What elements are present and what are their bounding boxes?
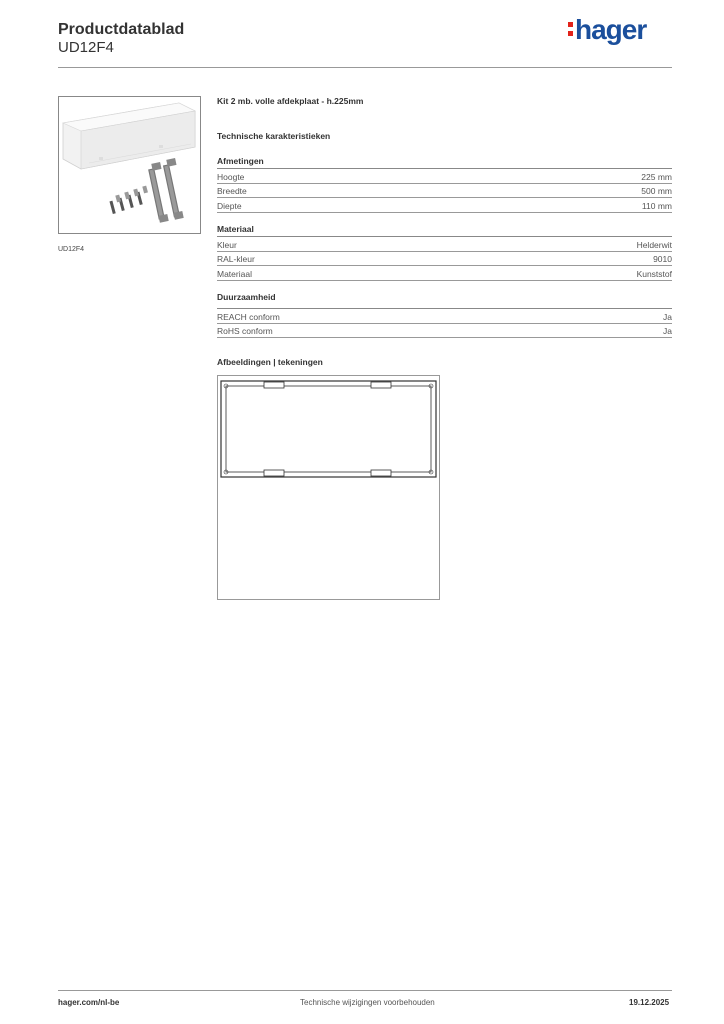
logo-dots-icon xyxy=(568,19,574,39)
spec-label: RoHS conform xyxy=(217,326,273,336)
spec-row xyxy=(217,309,672,324)
spec-label: Kleur xyxy=(217,239,237,250)
spec-row xyxy=(217,198,672,213)
page-title: Productdatablad xyxy=(58,21,185,38)
group-title: Duurzaamheid xyxy=(217,292,276,302)
footer-disclaimer: Technische wijzigingen voorbehouden xyxy=(300,998,435,1007)
group-materiaal xyxy=(217,224,672,281)
product-title: Kit 2 mb. volle afdekplaat - h.225mm xyxy=(217,96,364,106)
spec-value: 9010 xyxy=(653,254,672,264)
group-afmetingen xyxy=(217,156,672,213)
spec-label: Materiaal xyxy=(217,268,252,279)
spec-value: 500 mm xyxy=(641,186,672,196)
footer-divider xyxy=(58,990,672,991)
tech-heading: Technische karakteristieken xyxy=(217,131,331,141)
spec-label: Hoogte xyxy=(217,171,245,182)
hager-logo xyxy=(568,14,646,46)
header-divider xyxy=(58,67,672,68)
spec-row xyxy=(217,184,672,199)
group-title: Afmetingen xyxy=(217,156,264,166)
footer-date: 19.12.2025 xyxy=(629,998,670,1007)
product-code: UD12F4 xyxy=(58,39,114,56)
footer-website: hager.com/nl-be xyxy=(58,998,120,1007)
spec-label: REACH conform xyxy=(217,311,280,322)
product-photo xyxy=(58,96,201,234)
group-title: Materiaal xyxy=(217,224,254,234)
spec-label: Breedte xyxy=(217,186,247,196)
logo-text: hager xyxy=(575,14,647,45)
spec-row xyxy=(217,237,672,252)
spec-label: Diepte xyxy=(217,200,242,211)
spec-value: 225 mm xyxy=(641,171,672,182)
spec-row xyxy=(217,252,672,267)
spec-label: RAL-kleur xyxy=(217,254,255,264)
drawings-title: Afbeeldingen | tekeningen xyxy=(217,357,323,367)
technical-drawing xyxy=(217,375,440,600)
photo-caption: UD12F4 xyxy=(58,246,85,253)
spec-row xyxy=(217,169,672,184)
spec-row xyxy=(217,266,672,281)
technical-drawing-svg xyxy=(218,376,439,599)
spec-value: Ja xyxy=(663,311,672,322)
spec-value: Helderwit xyxy=(636,239,672,250)
product-photo-illustration xyxy=(59,97,200,233)
spec-row xyxy=(217,324,672,339)
group-duurzaamheid xyxy=(217,292,672,338)
spec-value: 110 mm xyxy=(641,200,672,211)
spec-value: Ja xyxy=(663,326,672,336)
spec-value: Kunststof xyxy=(636,268,672,279)
